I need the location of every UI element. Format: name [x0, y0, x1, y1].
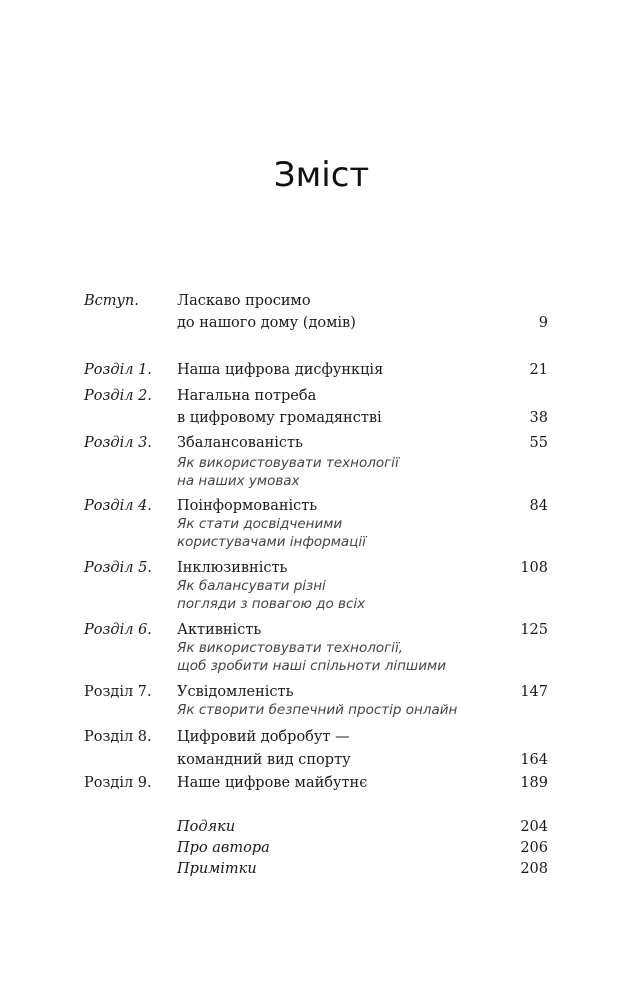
toc-title: Наше цифрове майбутнє [177, 775, 368, 791]
toc-back-title: Примітки [177, 861, 257, 877]
toc-title: Цифровий добробут — [177, 729, 350, 745]
toc-page: 9 [538, 315, 548, 331]
toc-page: 204 [520, 819, 548, 835]
toc-label: Розділ 3. [84, 435, 152, 451]
toc-page: 108 [520, 560, 548, 576]
toc-subtitle: на наших умовах [177, 473, 300, 489]
toc-subtitle: Як створити безпечний простір онлайн [177, 702, 458, 718]
toc-title: Поінформованість [177, 498, 318, 514]
toc-page: 21 [529, 362, 548, 378]
toc-back-title: Подяки [177, 819, 236, 835]
toc-label: Розділ 1. [84, 362, 152, 378]
toc-subtitle: користувачами інформації [177, 534, 366, 550]
toc-subtitle: Як балансувати різні [177, 578, 326, 594]
toc-subtitle: Як стати досвідченими [177, 516, 343, 532]
toc-label: Розділ 5. [84, 560, 152, 576]
toc-label: Розділ 9. [84, 775, 152, 791]
toc-subtitle: Як використовувати технології [177, 455, 399, 471]
toc-page: 55 [529, 435, 548, 451]
toc-subtitle: Як використовувати технології, [177, 640, 403, 656]
toc-label: Розділ 4. [84, 498, 152, 514]
toc-page: 208 [520, 861, 548, 877]
toc-back-title: Про автора [177, 840, 270, 856]
toc-page: 189 [520, 775, 548, 791]
toc-page: 38 [529, 410, 548, 426]
toc-label: Вступ. [84, 293, 139, 309]
toc-title: Усвідомленість [177, 684, 294, 700]
toc-subtitle: щоб зробити наші спільноти ліпшими [177, 658, 447, 674]
toc-title: Збалансованість [177, 435, 303, 451]
toc-title: командний вид спорту [177, 752, 351, 768]
toc-label: Розділ 2. [84, 388, 152, 404]
toc-subtitle: погляди з повагою до всіх [177, 596, 366, 612]
toc-page: 147 [520, 684, 548, 700]
toc-title: Ласкаво просимо [177, 293, 311, 309]
toc-page: 84 [529, 498, 548, 514]
page-title: Зміст [273, 155, 370, 195]
toc-page: 125 [520, 622, 548, 638]
toc-label: Розділ 8. [84, 729, 152, 745]
toc-title: в цифровому громадянстві [177, 410, 382, 426]
toc-title: Нагальна потреба [177, 388, 317, 404]
toc-page: 206 [520, 840, 548, 856]
toc-page: 164 [520, 752, 548, 768]
toc-label: Розділ 7. [84, 684, 152, 700]
toc-label: Розділ 6. [84, 622, 152, 638]
toc-title: до нашого дому (домів) [177, 315, 356, 331]
toc-title: Наша цифрова дисфункція [177, 362, 384, 378]
toc-title: Інклюзивність [177, 560, 288, 576]
toc-title: Активність [177, 622, 262, 638]
